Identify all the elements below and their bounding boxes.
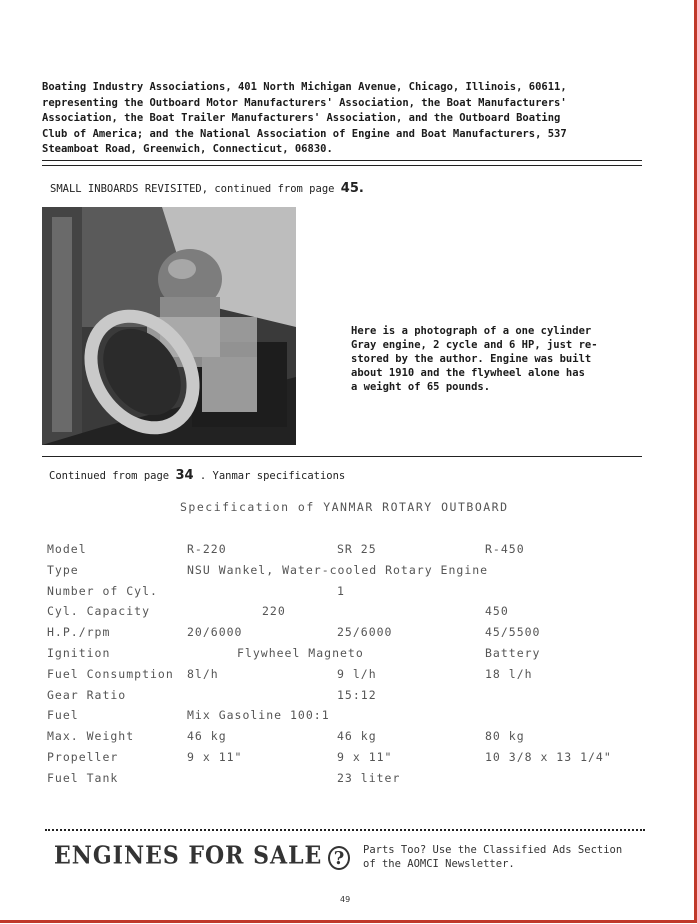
spec-value: R-220 (187, 542, 227, 556)
spec-value: 10 3/8 x 13 1/4" (485, 750, 612, 764)
spec-row (47, 646, 647, 667)
spec-row (47, 625, 647, 646)
spec-label: Fuel Tank (47, 770, 119, 785)
spec-value: 9 x 11" (187, 750, 243, 764)
page-reference: 45 (340, 181, 359, 196)
page-reference: 34 (175, 468, 194, 483)
section-heading-text: SMALL INBOARDS REVISITED, continued from page (50, 183, 341, 195)
spec-row (47, 771, 647, 792)
question-mark-icon: ? (328, 846, 350, 870)
spec-row (47, 688, 647, 709)
spec-row (47, 542, 647, 563)
spec-label: Model (47, 542, 87, 556)
spec-value: 80 kg (485, 729, 525, 744)
spec-row (47, 750, 647, 771)
spec-value: SR 25 (337, 542, 377, 556)
spec-label: Cyl. Capacity (47, 604, 151, 619)
page-number: 49 (340, 895, 351, 904)
spec-row (47, 708, 647, 729)
spec-value: Mix Gasoline 100:1 (187, 708, 330, 723)
classified-ads-note: Parts Too? Use the Classified Ads Section of the AOMCI Newsletter. (363, 844, 623, 870)
spec-row (47, 667, 647, 688)
spec-value: 9 x 11" (337, 750, 393, 764)
photo-caption: Here is a photograph of a one cylinder Gray engine, 2 cycle and 6 HP, just re- stored by the author. Engine was built about 1910 and the flywheel alone has a weight of 65 pounds. (351, 325, 598, 393)
spec-value: 46 kg (187, 729, 227, 744)
spec-label: Gear Ratio (47, 687, 127, 702)
spec-label: Fuel Consumption (47, 666, 174, 681)
spec-value: 18 l/h (485, 666, 533, 681)
spec-value: 23 liter (337, 770, 401, 785)
spec-value: 20/6000 (187, 625, 243, 640)
spec-label: Type (47, 562, 79, 577)
spec-value: 450 (485, 604, 509, 619)
spec-value: 46 kg (337, 729, 377, 744)
spec-label: Ignition (47, 646, 111, 660)
spec-row (47, 584, 647, 605)
section-heading-small-inboards (50, 181, 364, 196)
spec-label: Propeller (47, 750, 119, 764)
spec-row (47, 729, 647, 750)
spec-value: Flywheel Magneto (237, 646, 364, 660)
section-heading-suffix: . Yanmar specifications (193, 470, 346, 482)
heading-punctuation: . (358, 181, 364, 196)
spec-value: 45/5500 (485, 625, 541, 640)
spec-value: 220 (262, 604, 286, 619)
engine-photo (42, 207, 296, 445)
spec-label: Max. Weight (47, 729, 135, 744)
spec-value: 9 l/h (337, 666, 377, 681)
spec-value: 15:12 (337, 687, 377, 702)
spec-value: NSU Wankel, Water-cooled Rotary Engine (187, 562, 489, 577)
spec-value: R-450 (485, 542, 525, 556)
spec-value: 25/6000 (337, 625, 393, 640)
spec-row (47, 604, 647, 625)
divider-dotted (45, 829, 645, 831)
intro-paragraph: Boating Industry Associations, 401 North Michigan Avenue, Chicago, Illinois, 60611, representing the Outboard Motor Manufacturers' Association, the Boat Manufacturers' Association, the Boat Trailer Manufacturers' Association, and the Outboard Boating Club of America; and the National Association of Engine and Boat Manufacturers, 537 Steamboat Road, Greenwich, Connecticut, 06830. (42, 81, 567, 155)
divider-double (42, 160, 642, 166)
spec-label: Fuel (47, 708, 79, 723)
spec-label: Number of Cyl. (47, 583, 158, 598)
divider-single (42, 456, 642, 457)
spec-row (47, 563, 647, 584)
engines-for-sale-title: ENGINES FOR SALE (54, 841, 323, 871)
spec-table-title: Specification of YANMAR ROTARY OUTBOARD (180, 500, 509, 514)
section-heading-yanmar (49, 468, 345, 483)
spec-value: 8l/h (187, 666, 219, 681)
spec-value: 1 (337, 583, 345, 598)
section-heading-text: Continued from page (49, 470, 176, 482)
spec-value: Battery (485, 646, 541, 660)
spec-label: H.P./rpm (47, 625, 111, 640)
